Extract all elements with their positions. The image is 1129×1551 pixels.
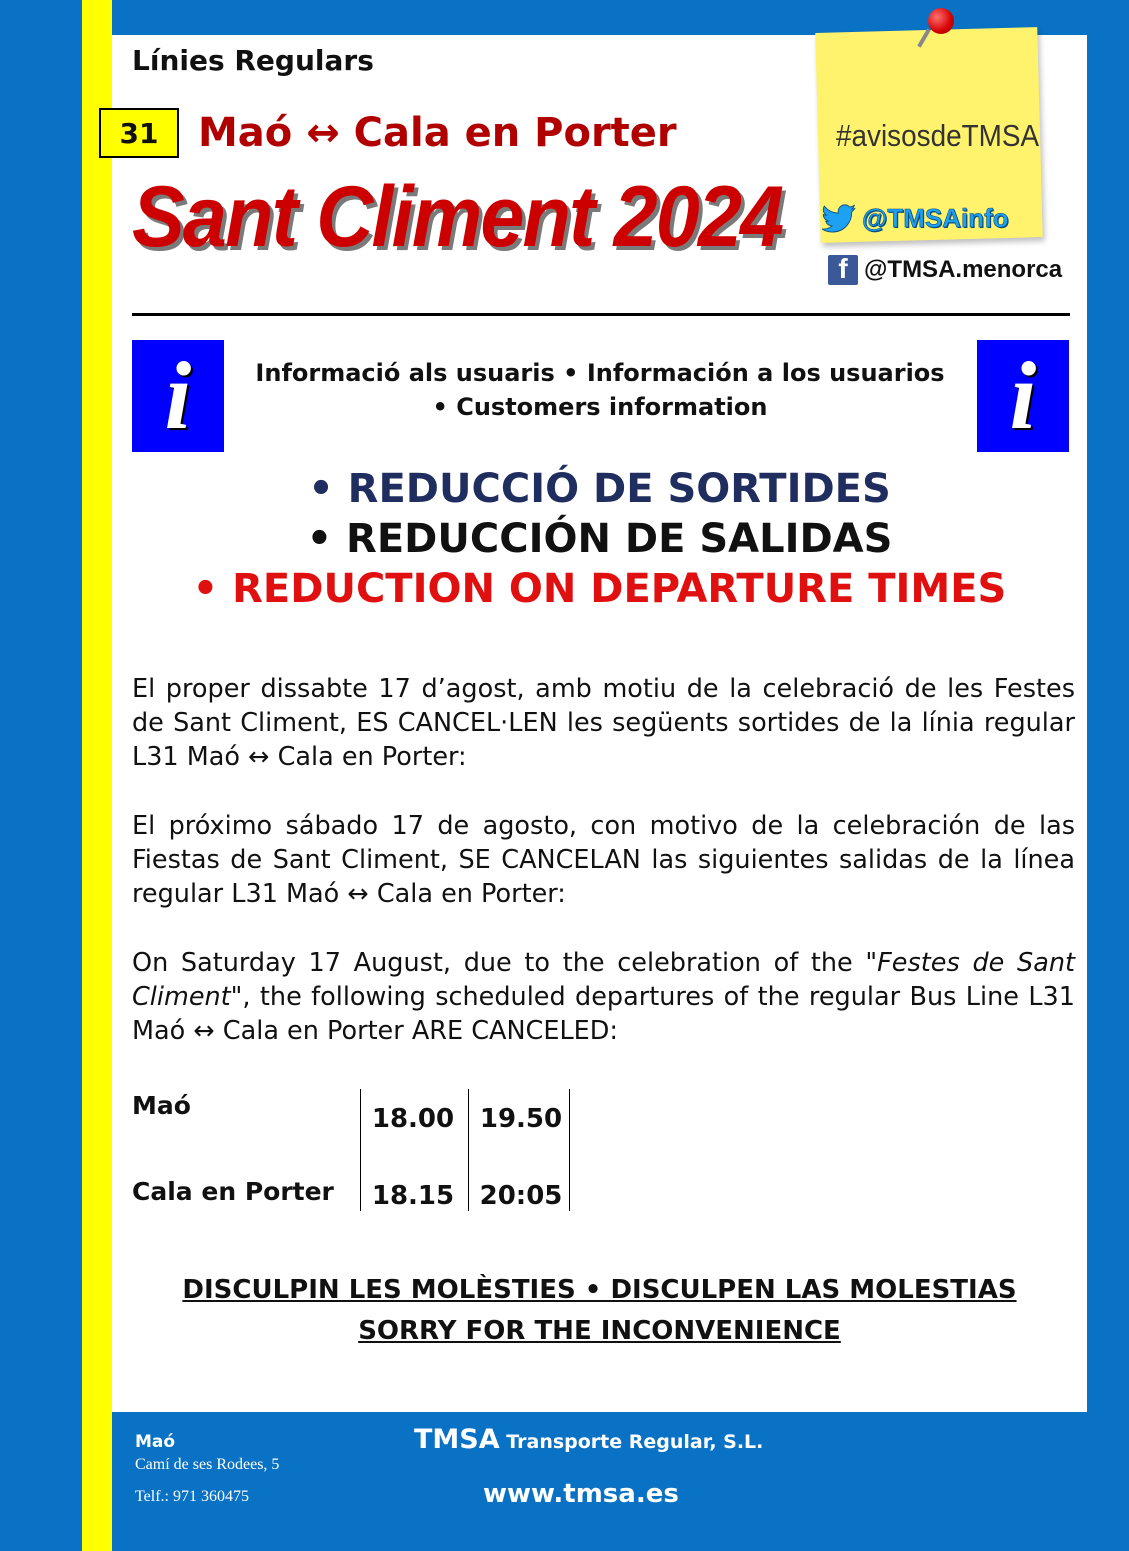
info-banner-line2: • Customers information (432, 393, 768, 421)
stop-name-cala-en-porter: Cala en Porter (132, 1177, 334, 1206)
event-title: Sant Climent 2024 (132, 169, 783, 265)
schedule-divider (360, 1089, 361, 1211)
info-icon: i (164, 342, 192, 449)
section-label: Línies Regulars (132, 44, 374, 77)
stop-name-mao: Maó (132, 1091, 191, 1120)
paragraph-english (132, 946, 1075, 1048)
yellow-side-bar (82, 0, 112, 1551)
paragraph-catalan: El proper dissabte 17 d’agost, amb motiu de la celebració de les Festes de Sant Climent, ES CANCEL·LEN les següents sortides de la línia regular L31 Maó ↔ Cala en Porter: (132, 674, 1075, 772)
apology-line2: SORRY FOR THE INCONVENIENCE (358, 1316, 841, 1346)
paragraph-english-end: ", the following scheduled departures of the regular Bus Line L31 Maó ↔ Cala en Porter ARE CANCELED: (132, 982, 1075, 1046)
twitter-link[interactable] (822, 203, 1009, 234)
twitter-handle: @TMSAinfo (862, 203, 1009, 233)
notice-english: • REDUCTION ON DEPARTURE TIMES (192, 566, 1007, 612)
footer-company-brand: TMSA (414, 1424, 500, 1455)
line-number-badge: 31 (99, 108, 179, 158)
info-box-right (977, 340, 1069, 452)
departure-time: 20:05 (479, 1181, 563, 1211)
schedule-divider (468, 1089, 469, 1211)
notice-catalan: • REDUCCIÓ DE SORTIDES (308, 466, 891, 512)
paragraph-english-festival: Festes de Sant Climent (132, 948, 1075, 1012)
footer-company-suffix: Transporte Regular, S.L. (499, 1431, 764, 1453)
paragraph-english-start: On Saturday 17 August, due to the celebration of the " (132, 948, 878, 978)
facebook-handle: @TMSA.menorca (864, 256, 1063, 283)
departure-time: 18.00 (371, 1104, 455, 1134)
apology-line1: DISCULPIN LES MOLÈSTIES • DISCULPEN LAS MOLESTIAS (182, 1275, 1017, 1305)
notice-spanish: • REDUCCIÓN DE SALIDAS (306, 516, 893, 562)
facebook-link[interactable] (828, 255, 1062, 285)
footer-company (414, 1424, 763, 1455)
route-title: Maó ↔ Cala en Porter (198, 110, 677, 156)
info-banner-text (240, 356, 960, 424)
departure-time: 19.50 (479, 1104, 563, 1134)
footer-city: Maó (135, 1432, 176, 1452)
footer-phone: Telf.: 971 360475 (135, 1488, 249, 1505)
pushpin-icon (928, 8, 954, 34)
info-box-left (132, 340, 224, 452)
footer-website-link[interactable]: www.tmsa.es (483, 1479, 679, 1509)
info-icon: i (1009, 342, 1037, 449)
info-banner-line1: Informació als usuaris • Información a los usuarios (255, 359, 945, 387)
facebook-icon: f (828, 255, 858, 285)
header-divider (132, 313, 1070, 316)
twitter-icon (822, 204, 856, 234)
postit-hashtag: #avisosdeTMSA (836, 118, 1040, 153)
departure-time: 18.15 (371, 1181, 455, 1211)
footer-address: Camí de ses Rodees, 5 (135, 1456, 280, 1473)
paragraph-spanish: El próximo sábado 17 de agosto, con motivo de la celebración de las Fiestas de Sant Climent, SE CANCELAN las siguientes salidas de la línea regular L31 Maó ↔ Cala en Porter: (132, 811, 1075, 909)
